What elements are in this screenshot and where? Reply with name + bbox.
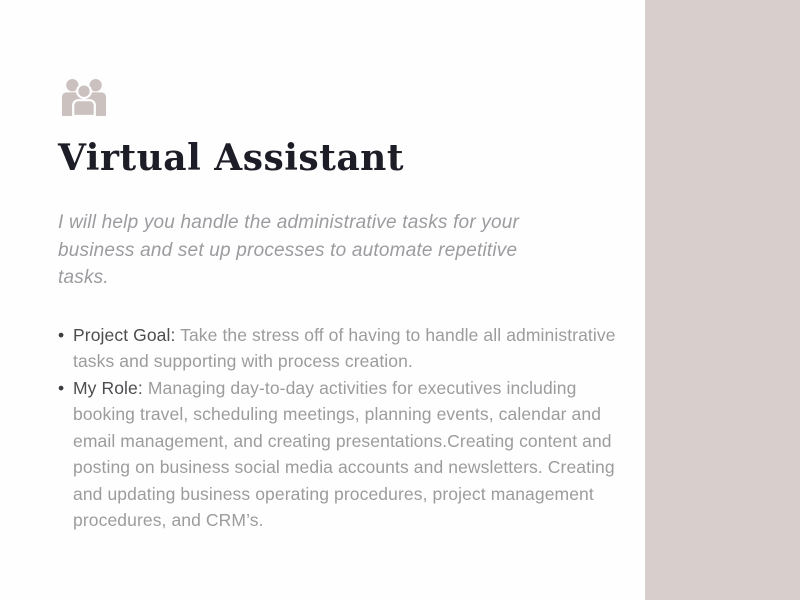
bullet-text: Managing day-to-day activities for executives including booking travel, scheduling meetings, planning events, calendar and email management, and creating presentations.Creating content and posting on business social media accounts and newsletters. Creating and updating business operating procedures, project management procedures, and CRM’s.	[73, 377, 615, 530]
bullet-list	[58, 322, 616, 534]
bullet-label: Project Goal:	[73, 324, 176, 345]
bullet-label: My Role:	[73, 377, 143, 398]
page-title: Virtual Assistant	[58, 137, 404, 179]
bullet-text: Take the stress off of having to handle all administrative tasks and supporting with process creation.	[73, 324, 616, 371]
intro-text: I will help you handle the administrative tasks for your business and set up processes to automate repetitive tasks.	[58, 212, 520, 288]
list-item-my-role	[58, 375, 616, 534]
slide-content	[58, 76, 623, 534]
people-group-icon	[58, 76, 110, 120]
list-item-project-goal	[58, 322, 616, 375]
accent-band	[645, 0, 800, 600]
